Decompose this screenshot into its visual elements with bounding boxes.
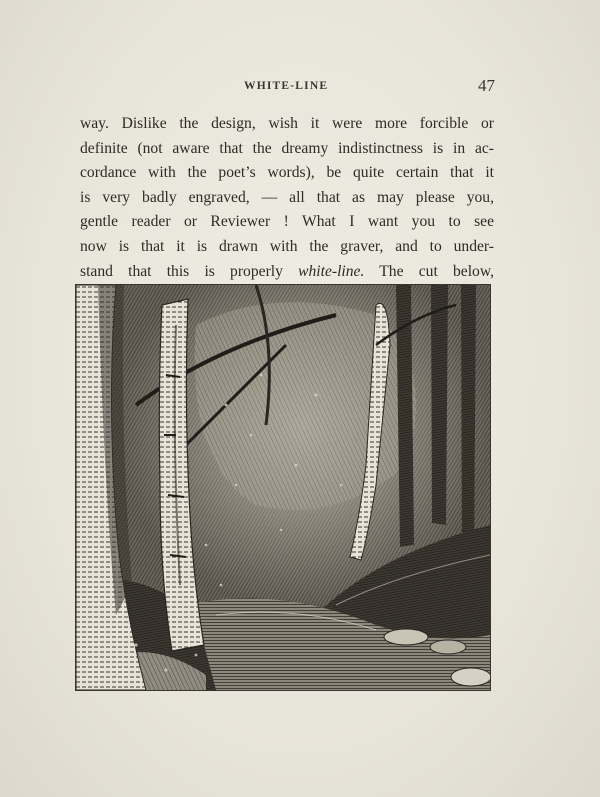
tree-trunk	[431, 285, 448, 525]
text-line: is very badly engraved, — all that as may please you,	[80, 188, 494, 206]
text-run: stand that this is properly	[80, 262, 299, 280]
engraving-illustration	[76, 285, 490, 690]
text-run: The cut below,	[364, 262, 494, 280]
body-paragraph	[80, 112, 494, 284]
text-line: cordance with the poet’s words), be quite certain that it	[80, 164, 494, 182]
text-line: gentle reader or Reviewer ! What I want you to see	[80, 213, 494, 231]
text-line: definite (not aware that the dreamy indistinctness is in ac-	[80, 139, 494, 157]
italic-term: white-line.	[298, 262, 365, 280]
forest-engraving-figure	[76, 285, 490, 690]
running-title: WHITE-LINE	[244, 80, 329, 92]
text-line	[80, 260, 494, 285]
text-line: way. Dislike the design, wish it were more forcible or	[80, 115, 494, 132]
stream-rock	[384, 629, 428, 645]
stream-rock	[430, 640, 466, 654]
text-line: now is that it is drawn with the graver, and to under-	[80, 237, 494, 255]
page-number: 47	[478, 76, 495, 95]
stream-rock	[451, 668, 490, 686]
tree-trunk	[461, 285, 476, 567]
